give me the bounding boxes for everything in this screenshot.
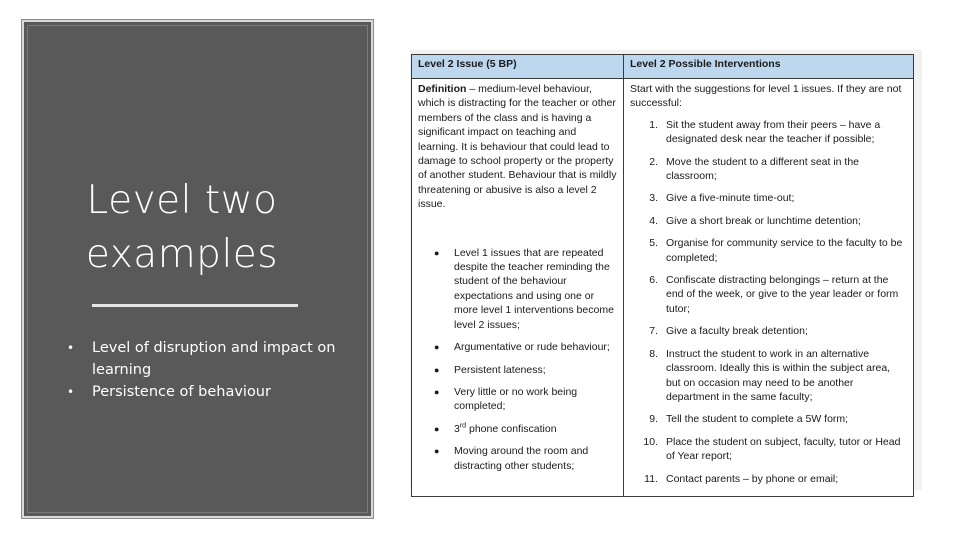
title-underline: [92, 304, 298, 307]
list-item: ● Persistent lateness;: [434, 363, 546, 376]
step-number: 4.: [649, 214, 658, 227]
step-number: 9.: [649, 413, 658, 426]
bullet-dot-icon: ●: [434, 364, 440, 375]
interventions-cell: [624, 79, 914, 497]
bullet-dot-icon: ●: [434, 342, 440, 353]
list-item: 9. Tell the student to complete a 5W form;: [630, 412, 907, 426]
bullet-dot-icon: •: [67, 385, 75, 399]
list-item: ● Level 1 issues that are repeated despite the teacher reminding the student of the behaviour expectations and using one or more level 1 interventions become level 2 issues;: [434, 246, 614, 331]
ordinal-suffix: rd: [459, 422, 467, 430]
table-image-frame: [410, 50, 922, 490]
list-item: 6. Confiscate distracting belongings – return at the end of the week, or give to the year leader or form tutor;: [630, 273, 907, 316]
list-item: 4. Give a short break or lunchtime detention;: [630, 214, 907, 228]
list-item: ● Argumentative or rude behaviour;: [434, 341, 610, 354]
ordinal-number: 3: [454, 422, 460, 435]
behaviour-table: [411, 54, 914, 497]
list-item: 1. Sit the student away from their peers – have a designated desk near the teacher if possible;: [630, 118, 907, 147]
slide-title-line-2: examples: [85, 232, 279, 277]
table-header-row: [412, 55, 914, 79]
list-item: ● Moving around the room and distracting other students;: [434, 445, 589, 472]
step-number: 6.: [649, 274, 658, 287]
interventions-intro: Start with the suggestions for level 1 issues. If they are not successful:: [630, 83, 902, 110]
definition-label: Definition: [418, 83, 467, 95]
slide-title: [62, 174, 302, 282]
intervention-list: [630, 118, 907, 486]
bullet-dot-icon: ●: [434, 247, 440, 258]
slide-bullet-list: [58, 337, 338, 403]
list-item: 3. Give a five-minute time-out;: [630, 191, 907, 205]
list-item: 7. Give a faculty break detention;: [630, 324, 907, 338]
step-number: 2.: [649, 155, 658, 168]
bullet-dot-icon: ●: [434, 386, 440, 397]
bullet-dot-icon: ●: [434, 446, 440, 457]
step-number: 10.: [643, 435, 658, 448]
list-item: 11. Contact parents – by phone or email;: [630, 472, 907, 486]
list-item: 8. Instruct the student to work in an alternative classroom. Ideally this is within the subject area, but on occasion may need to be another department in the same faculty;: [630, 347, 907, 405]
bullet-dot-icon: •: [67, 341, 75, 355]
slide-bullet: • Persistence of behaviour: [58, 381, 338, 403]
issue-cell: [412, 79, 624, 497]
step-number: 3.: [649, 192, 658, 205]
issue-list: [418, 246, 617, 473]
list-item: 5. Organise for community service to the faculty to be completed;: [630, 236, 907, 265]
step-number: 5.: [649, 237, 658, 250]
step-number: 7.: [649, 325, 658, 338]
step-number: 11.: [644, 472, 658, 485]
step-number: 1.: [649, 118, 658, 131]
slide-title-line-1: Level two: [86, 178, 278, 223]
header-interventions: Level 2 Possible Interventions: [624, 55, 914, 79]
header-issue: Level 2 Issue (5 BP): [412, 55, 624, 79]
table-row: [412, 79, 914, 497]
slide-bullet: • Level of disruption and impact on learning: [58, 337, 338, 381]
list-item: ● 3rd phone confiscation: [434, 422, 557, 435]
step-number: 8.: [649, 347, 658, 360]
definition-paragraph: [418, 82, 617, 212]
list-item: 10. Place the student on subject, faculty, tutor or Head of Year report;: [630, 435, 907, 464]
definition-text: – medium-level behaviour, which is distracting for the teacher or other members of the class and is having a significant impact on teaching and learning. It is behaviour that could lead to damage to school property or the property of another student. Behaviour that is mildly threatening or abusive is also a level 2 issue.: [418, 83, 617, 211]
list-item: ● Very little or no work being completed;: [434, 385, 578, 413]
bullet-dot-icon: ●: [434, 423, 440, 434]
list-item: 2. Move the student to a different seat in the classroom;: [630, 155, 907, 184]
